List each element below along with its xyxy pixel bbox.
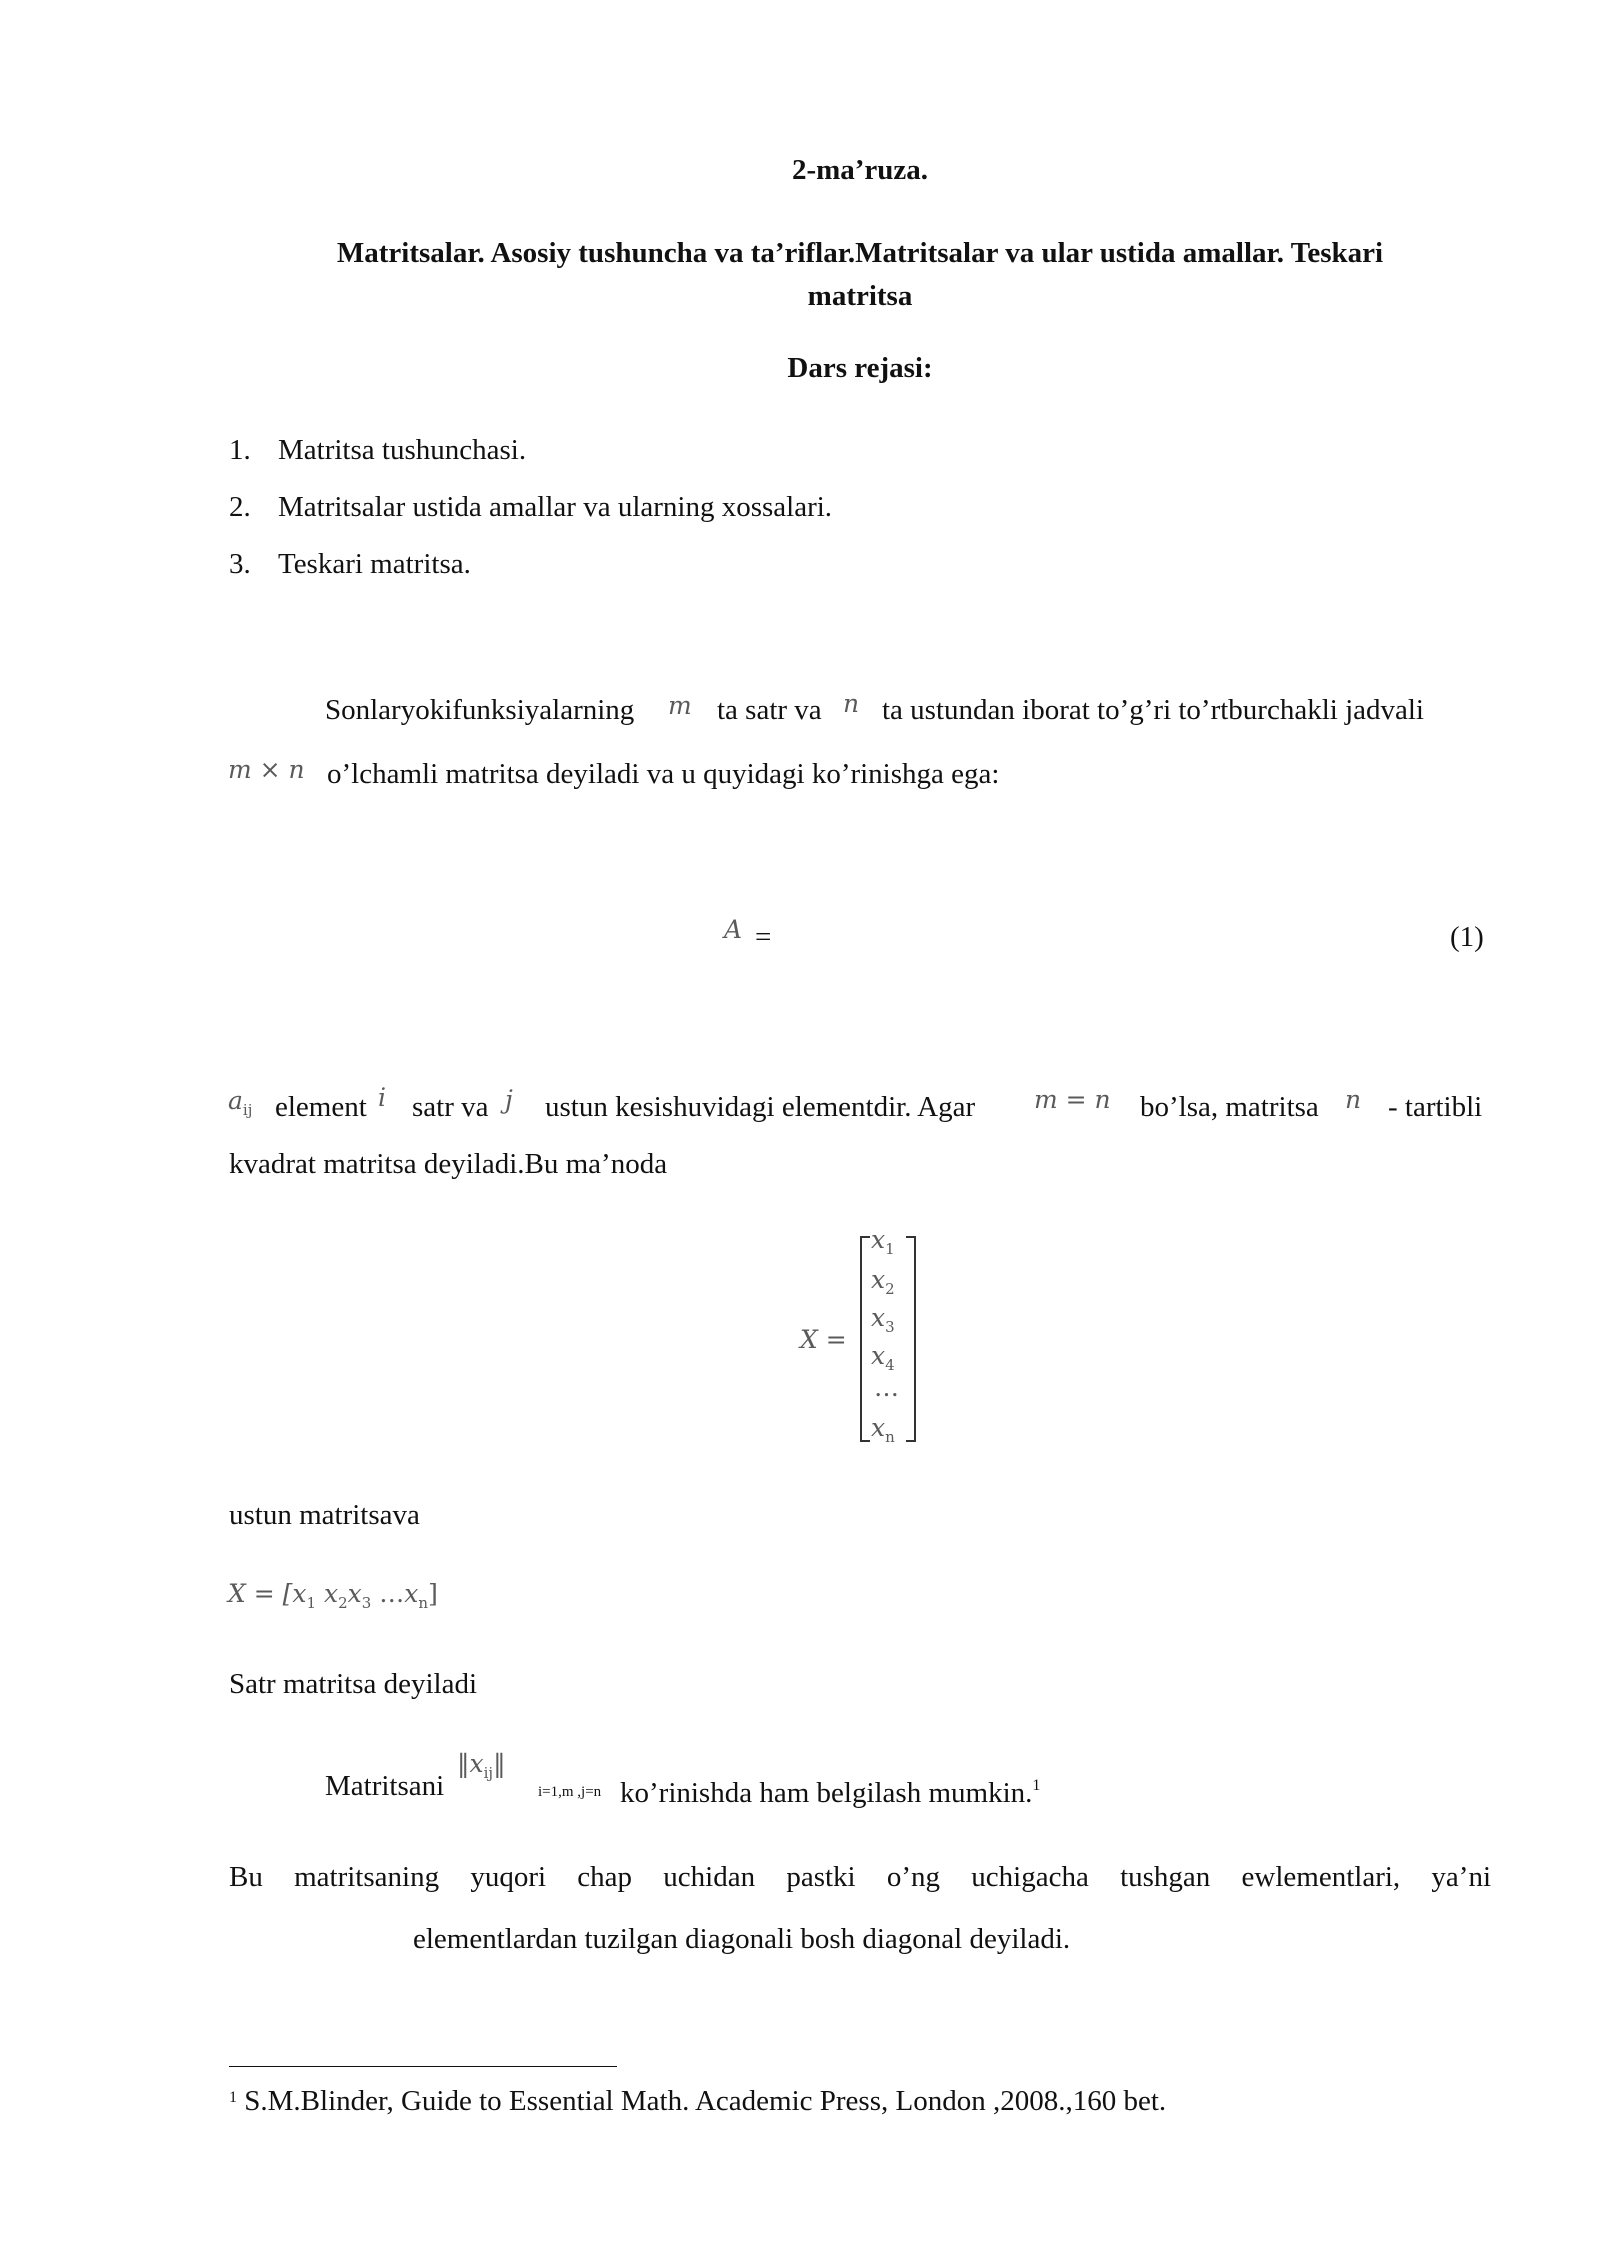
definition-text-columns: ta ustundan iborat to’g’ri to’rtburchakli jadvali — [882, 694, 1424, 726]
entry-xn: $x_n$ — [871, 1413, 895, 1446]
plan-item-2: Matritsalar ustida amallar va ularning xossalari. — [278, 491, 833, 523]
footnote-separator — [229, 2066, 617, 2067]
diagonal-text-line1: Bu matritsaning yuqori chap uchidan pastki o’ng uchigacha tushgan ewlementlari, ya’ni — [229, 1861, 1491, 1893]
order-text: - tartibli — [1388, 1091, 1483, 1123]
plan-title: Dars rejasi: — [787, 352, 933, 384]
i-symbol: i — [378, 1083, 386, 1112]
column-matrix-label: ustun matritsava — [229, 1499, 420, 1531]
index-range: i=1,m ,j=n — [538, 1784, 602, 1800]
plan-item-3-number: 3. — [229, 548, 251, 580]
n-order-symbol: n — [1345, 1085, 1362, 1114]
row-text: satr va — [412, 1091, 489, 1123]
norm-xij-symbol: $‖x_{ij}‖$ — [457, 1749, 506, 1782]
intersection-text: ustun kesishuvidagi elementdir. Agar — [545, 1091, 976, 1123]
j-symbol: j — [505, 1085, 513, 1114]
notation-text-start: Matritsani — [325, 1770, 445, 1802]
entry-x1: $x_1$ — [871, 1225, 895, 1258]
equals-sign: = — [755, 921, 772, 953]
row-matrix-label: Satr matritsa deyiladi — [229, 1668, 478, 1700]
matrix-a-symbol: A — [724, 915, 743, 944]
entry-x4: $x_4$ — [871, 1341, 895, 1374]
left-bracket — [860, 1236, 870, 1442]
plan-item-1-number: 1. — [229, 434, 251, 466]
row-matrix: $X = [x_1$ $x_2x_3$ $\dots x_n$] — [228, 1579, 438, 1612]
definition-text-rows: ta satr va — [717, 694, 822, 726]
entry-dots: … — [874, 1373, 899, 1402]
definition-text-start: Sonlaryokifunksiyalarning — [325, 694, 635, 726]
column-matrix-lhs: X = — [800, 1325, 847, 1354]
m-equals-n-symbol: m = n — [1034, 1085, 1111, 1114]
element-text: element — [275, 1091, 367, 1123]
n-symbol: n — [843, 689, 860, 718]
m-times-n-symbol: m × n — [228, 755, 305, 784]
plan-item-1: Matritsa tushunchasi. — [278, 434, 527, 466]
lecture-number: 2-ma’ruza. — [791, 154, 929, 186]
footnote: $^1$ S.M.Blinder, Guide to Essential Math. Academic Press, London ,2008.,160 bet. — [229, 2085, 1167, 2117]
entry-x3: $x_3$ — [871, 1303, 895, 1336]
notation-text-end: ko’rinishda ham belgilash mumkin.$^1$ — [620, 1777, 1041, 1809]
definition-text-end: o’lchamli matritsa deyiladi va u quyidagi ko’rinishga ega: — [327, 758, 1000, 790]
lecture-title-line1: Matritsalar. Asosiy tushuncha va ta’riflar.Matritsalar va ular ustida amallar. Teskari — [336, 237, 1384, 269]
right-bracket — [906, 1236, 916, 1442]
plan-item-3: Teskari matritsa. — [278, 548, 471, 580]
entry-x2: $x_2$ — [871, 1265, 895, 1298]
footnote-reference[interactable]: 1 — [1032, 1777, 1041, 1794]
square-matrix-text: kvadrat matritsa deyiladi.Bu ma’noda — [229, 1148, 668, 1180]
m-symbol: m — [668, 691, 692, 720]
plan-item-2-number: 2. — [229, 491, 251, 523]
lecture-title-line2: matritsa — [807, 280, 913, 312]
diagonal-text-line2: elementlardan tuzilgan diagonali bosh diagonal deyiladi. — [413, 1923, 1071, 1955]
square-condition-text: bo’lsa, matritsa — [1140, 1091, 1319, 1123]
element-aij-symbol: $a_{ij}$ — [228, 1086, 253, 1119]
equation-number: (1) — [1450, 921, 1484, 953]
